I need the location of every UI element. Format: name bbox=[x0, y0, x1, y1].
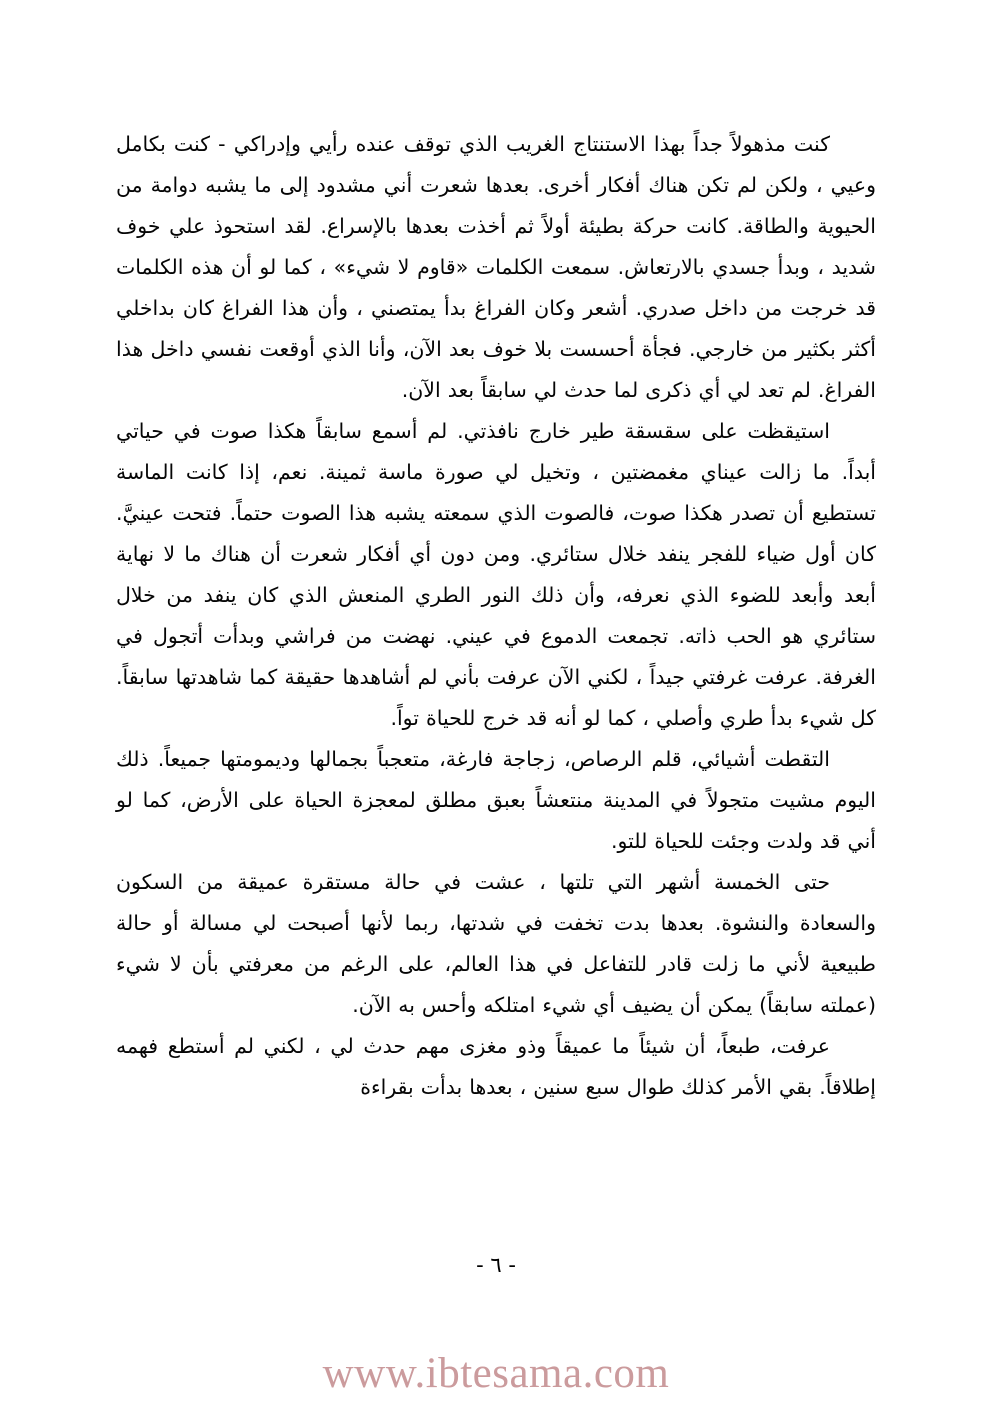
site-watermark: www.ibtesama.com bbox=[322, 1350, 670, 1397]
paragraph-4: حتى الخمسة أشهر التي تلتها ، عشت في حالة مستقرة عميقة من السكون والسعادة والنشوة. بعدها بدت تخفت في شدتها، ربما لأنها أصبحت لي مسالة أو حالة طبيعية لأني ما زلت قادر للتفاعل في هذا العالم، على الرغم من معرفتي بأن لا شيء (عملته سابقاً) يمكن أن يضيف أي شيء امتلكه وأحس به الآن. bbox=[116, 870, 876, 1017]
page-number: - ٦ - bbox=[476, 1253, 516, 1277]
paragraph-2: استيقظت على سقسقة طير خارج نافذتي. لم أسمع سابقاً هكذا صوت في حياتي أبداً. ما زالت عيناي مغمضتين ، وتخيل لي صورة ماسة ثمينة. نعم، إذا كانت الماسة تستطيع أن تصدر هكذا صوت، فالصوت الذي سمعته يشبه هذا الصوت حتماً. فتحت عينيَّ. كان أول ضياء للفجر ينفد خلال ستائري. ومن دون أي أفكار شعرت أن هناك ما لا نهاية أبعد وأبعد للضوء الذي نعرفه، وأن ذلك النور الطري المنعش الذي كان ينفد من خلال ستائري هو الحب ذاته. تجمعت الدموع في عيني. نهضت من فراشي وبدأت أتجول في الغرفة. عرفت غرفتي جيداً ، لكني الآن عرفت بأني لم أشاهدها حقيقة كما شاهدتها سابقاً. كل شيء بدأ طري وأصلي ، كما لو أنه قد خرج للحياة تواً. bbox=[116, 419, 876, 730]
paragraph-5: عرفت، طبعاً، أن شيئاً ما عميقاً وذو مغزى مهم حدث لي ، لكني لم أستطع فهمه إطلاقاً. بقي الأمر كذلك طوال سبع سنين ، بعدها بدأت بقراءة bbox=[116, 1034, 876, 1099]
page-text-block bbox=[116, 124, 876, 1108]
paragraph-1: كنت مذهولاً جداً بهذا الاستنتاج الغريب الذي توقف عنده رأيي وإدراكي - كنت بكامل وعيي ، ولكن لم تكن هناك أفكار أخرى. بعدها شعرت أني مشدود إلى ما يشبه دوامة من الحيوية والطاقة. كانت حركة بطيئة أولاً ثم أخذت بعدها بالإسراع. لقد استحوذ علي خوف شديد ، وبدأ جسدي بالارتعاش. سمعت الكلمات «قاوم لا شيء» ، كما لو أن هذه الكلمات قد خرجت من داخل صدري. أشعر وكان الفراغ بدأ يمتصني ، وأن هذا الفراغ كان بداخلي أكثر بكثير من خارجي. فجأة أحسست بلا خوف بعد الآن، وأنا الذي أوقعت نفسي داخل هذا الفراغ. لم تعد لي أي ذكرى لما حدث لي سابقاً بعد الآن. bbox=[116, 132, 876, 402]
paragraph-3: التقطت أشيائي، قلم الرصاص، زجاجة فارغة، متعجباً بجمالها وديمومتها جميعاً. ذلك اليوم مشيت متجولاً في المدينة منتعشاً بعبق مطلق لمعجزة الحياة على الأرض، كما لو أني قد ولدت وجئت للحياة للتو. bbox=[116, 747, 876, 853]
